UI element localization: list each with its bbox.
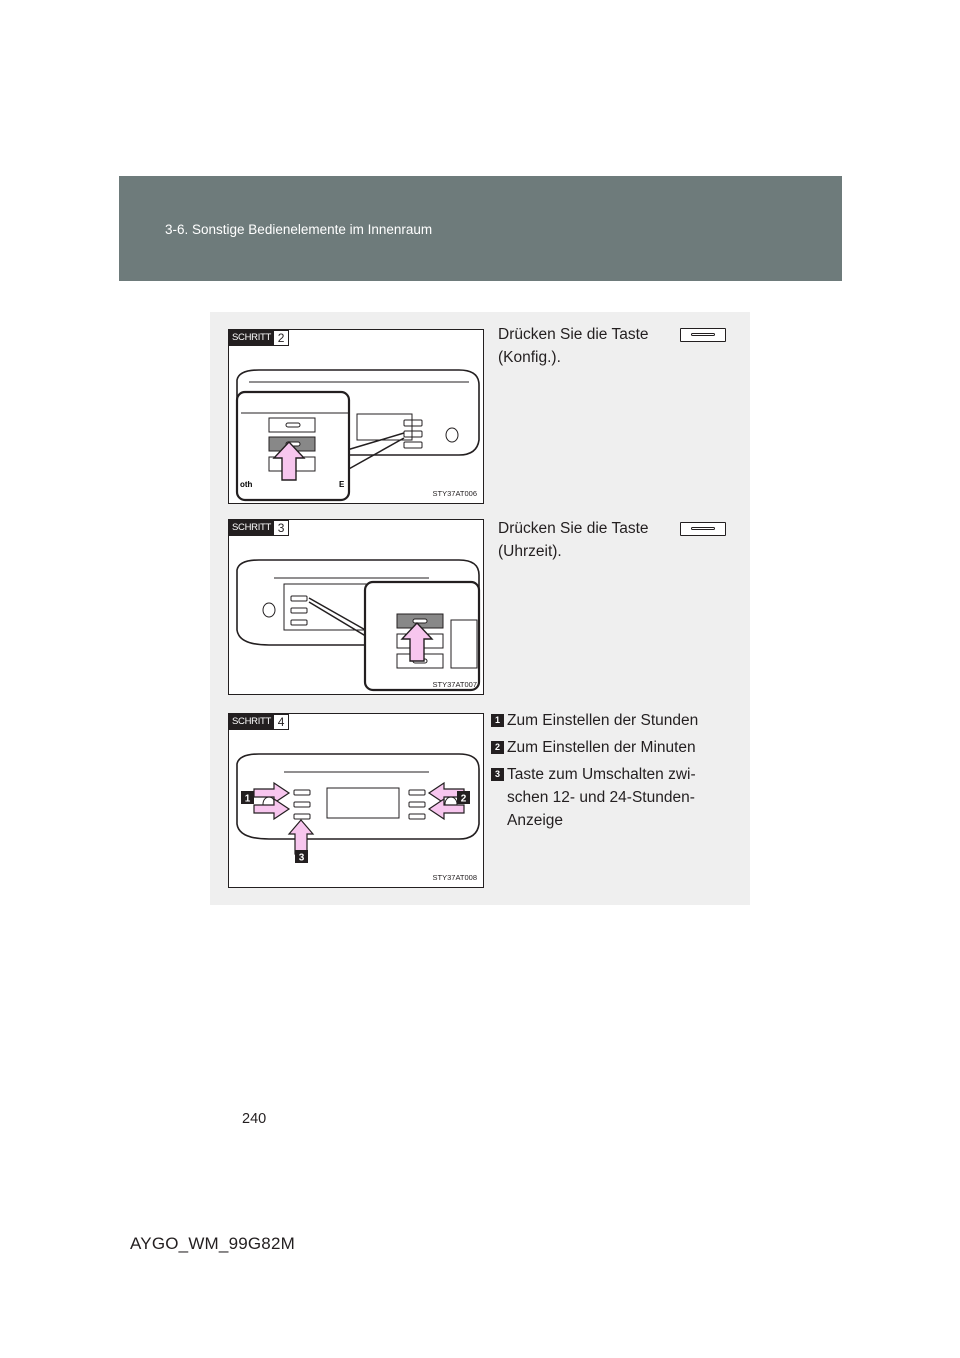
legend-item xyxy=(491,709,731,732)
step-3-text xyxy=(498,517,726,563)
step-4-figure xyxy=(228,713,484,888)
legend-text-line: Taste zum Umschalten zwi- xyxy=(507,766,696,783)
step-4-legend xyxy=(491,709,731,836)
radio-illustration-step-3 xyxy=(229,520,485,696)
header-band xyxy=(119,176,842,281)
legend-text xyxy=(507,763,696,832)
legend-item xyxy=(491,763,731,832)
callout-3: 3 xyxy=(298,852,305,864)
legend-text-line: Anzeige xyxy=(507,812,564,829)
legend-number: 2 xyxy=(491,741,504,754)
legend-text: Zum Einstellen der Minuten xyxy=(507,739,696,756)
legend-text: Zum Einstellen der Stunden xyxy=(507,712,699,729)
figure-code: STY37AT006 xyxy=(432,489,477,498)
content-box xyxy=(210,312,750,905)
fig-label-e: E xyxy=(339,480,345,489)
step-number: 2 xyxy=(274,330,289,346)
step-2-text xyxy=(498,323,726,369)
step-label: SCHRITT xyxy=(229,714,274,730)
step-label: SCHRITT xyxy=(229,330,274,346)
clock-button-icon xyxy=(680,522,726,536)
step-3-figure xyxy=(228,519,484,695)
step-badge xyxy=(229,714,289,730)
legend-text-line: schen 12- und 24-Stunden- xyxy=(507,789,695,806)
step-3-button-name: (Uhrzeit). xyxy=(498,543,562,560)
step-badge xyxy=(229,330,289,346)
config-button-icon xyxy=(680,328,726,342)
step-number: 3 xyxy=(274,520,289,536)
figure-code: STY37AT008 xyxy=(432,873,477,882)
section-title: 3-6. Sonstige Bedienelemente im Innenraum xyxy=(165,222,433,237)
document-code: AYGO_WM_99G82M xyxy=(130,1234,295,1253)
step-2-figure xyxy=(228,329,484,504)
figure-code: STY37AT007 xyxy=(432,680,477,689)
step-label: SCHRITT xyxy=(229,520,274,536)
step-2-instruction: Drücken Sie die Taste xyxy=(498,326,649,343)
legend-number: 1 xyxy=(491,714,504,727)
legend-number: 3 xyxy=(491,768,504,781)
radio-illustration-step-4 xyxy=(229,714,485,889)
legend-item xyxy=(491,736,731,759)
step-badge xyxy=(229,520,289,536)
callout-2: 2 xyxy=(460,793,467,805)
radio-illustration-step-2 xyxy=(229,330,485,505)
step-number: 4 xyxy=(274,714,289,730)
page-number: 240 xyxy=(242,1111,267,1127)
fig-label-oth: oth xyxy=(240,480,253,489)
step-3-instruction: Drücken Sie die Taste xyxy=(498,520,649,537)
callout-1: 1 xyxy=(244,793,251,805)
step-2-button-name: (Konfig.). xyxy=(498,349,561,366)
